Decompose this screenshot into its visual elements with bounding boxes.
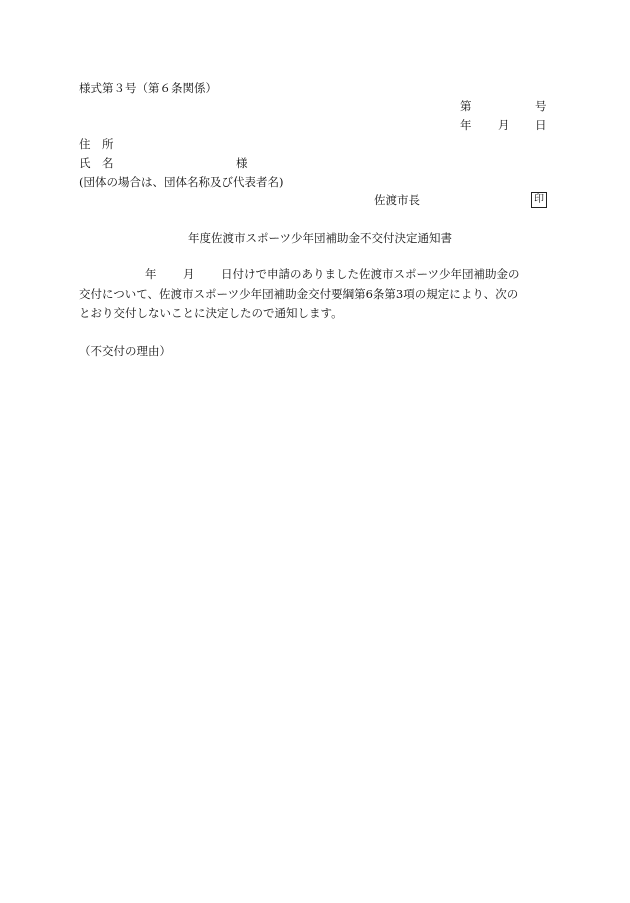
number-prefix: 第 bbox=[460, 99, 472, 113]
number-suffix: 号 bbox=[535, 99, 547, 113]
body-line-3: とおり交付しないことに決定したので通知します。 bbox=[79, 306, 343, 320]
mayor-title: 佐渡市長 bbox=[374, 193, 420, 207]
name-label: 氏 名 bbox=[79, 156, 114, 170]
body-line-2: 交付について、佐渡市スポーツ少年団補助金交付要綱第6条第3項の規定により、次の bbox=[79, 287, 519, 301]
reason-label: （不交付の理由） bbox=[79, 344, 171, 358]
honorific-sama: 様 bbox=[236, 156, 248, 170]
group-note: (団体の場合は、団体名称及び代表者名) bbox=[79, 175, 284, 189]
date-day: 日 bbox=[535, 118, 547, 132]
date-year: 年 bbox=[460, 118, 472, 132]
body-year: 年 bbox=[145, 267, 157, 281]
body-month: 月 bbox=[183, 267, 195, 281]
form-number: 様式第３号（第６条関係） bbox=[79, 81, 217, 95]
date-month: 月 bbox=[498, 118, 510, 132]
document-title: 年度佐渡市スポーツ少年団補助金不交付決定通知書 bbox=[188, 231, 453, 245]
seal-mark: 印 bbox=[531, 192, 547, 208]
body-line1-text: 日付けで申請のありました佐渡市スポーツ少年団補助金の bbox=[221, 267, 520, 281]
address-label: 住 所 bbox=[79, 137, 114, 151]
